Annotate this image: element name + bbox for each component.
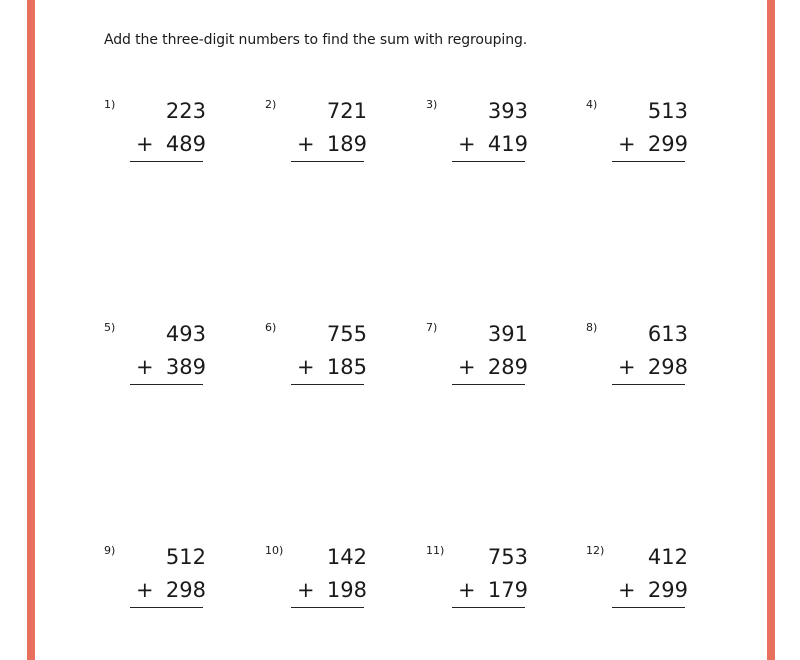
problem-1: [104, 98, 224, 188]
sum-line: [130, 161, 203, 162]
addend-top: 513: [647, 99, 688, 123]
addend-bottom: 189: [326, 132, 367, 156]
addend-top: 755: [326, 322, 367, 346]
addend-top: 393: [487, 99, 528, 123]
problem-4: [586, 98, 706, 188]
addend-bottom: 185: [326, 355, 367, 379]
problem-number: 10): [265, 544, 284, 557]
addend-top: 223: [165, 99, 206, 123]
addend-bottom: 389: [165, 355, 206, 379]
plus-sign: +: [297, 132, 315, 156]
addend-top: 512: [165, 545, 206, 569]
problem-12: [586, 544, 706, 634]
plus-sign: +: [618, 578, 636, 602]
plus-sign: +: [618, 355, 636, 379]
addend-bottom: 299: [647, 578, 688, 602]
sum-line: [452, 161, 525, 162]
addend-bottom: 298: [165, 578, 206, 602]
addend-bottom: 289: [487, 355, 528, 379]
plus-sign: +: [618, 132, 636, 156]
problem-number: 8): [586, 321, 598, 334]
addend-bottom: 489: [165, 132, 206, 156]
sum-line: [291, 607, 364, 608]
plus-sign: +: [297, 355, 315, 379]
problem-number: 7): [426, 321, 438, 334]
addend-bottom: 299: [647, 132, 688, 156]
problem-number: 11): [426, 544, 445, 557]
addend-top: 391: [487, 322, 528, 346]
plus-sign: +: [458, 578, 476, 602]
problem-6: [265, 321, 385, 411]
problem-7: [426, 321, 546, 411]
addend-top: 721: [326, 99, 367, 123]
problem-number: 4): [586, 98, 598, 111]
addend-bottom: 179: [487, 578, 528, 602]
problem-number: 9): [104, 544, 116, 557]
sum-line: [612, 161, 685, 162]
sum-line: [130, 607, 203, 608]
problem-number: 1): [104, 98, 116, 111]
addend-top: 613: [647, 322, 688, 346]
sum-line: [612, 607, 685, 608]
sum-line: [452, 384, 525, 385]
sum-line: [291, 161, 364, 162]
addend-bottom: 198: [326, 578, 367, 602]
sum-line: [452, 607, 525, 608]
addend-top: 142: [326, 545, 367, 569]
problem-number: 12): [586, 544, 605, 557]
plus-sign: +: [136, 132, 154, 156]
problem-number: 2): [265, 98, 277, 111]
sum-line: [130, 384, 203, 385]
addend-bottom: 419: [487, 132, 528, 156]
problem-2: [265, 98, 385, 188]
instructions-text: Add the three-digit numbers to find the sum with regrouping.: [104, 32, 528, 48]
page-border-left: [27, 0, 35, 660]
problem-8: [586, 321, 706, 411]
problem-3: [426, 98, 546, 188]
addend-top: 753: [487, 545, 528, 569]
problem-9: [104, 544, 224, 634]
plus-sign: +: [458, 132, 476, 156]
plus-sign: +: [458, 355, 476, 379]
problem-number: 5): [104, 321, 116, 334]
problem-number: 6): [265, 321, 277, 334]
problem-11: [426, 544, 546, 634]
plus-sign: +: [297, 578, 315, 602]
page-border-right: [767, 0, 775, 660]
problem-5: [104, 321, 224, 411]
addend-top: 493: [165, 322, 206, 346]
plus-sign: +: [136, 355, 154, 379]
sum-line: [612, 384, 685, 385]
sum-line: [291, 384, 364, 385]
plus-sign: +: [136, 578, 154, 602]
problem-10: [265, 544, 385, 634]
problem-number: 3): [426, 98, 438, 111]
addend-top: 412: [647, 545, 688, 569]
addend-bottom: 298: [647, 355, 688, 379]
